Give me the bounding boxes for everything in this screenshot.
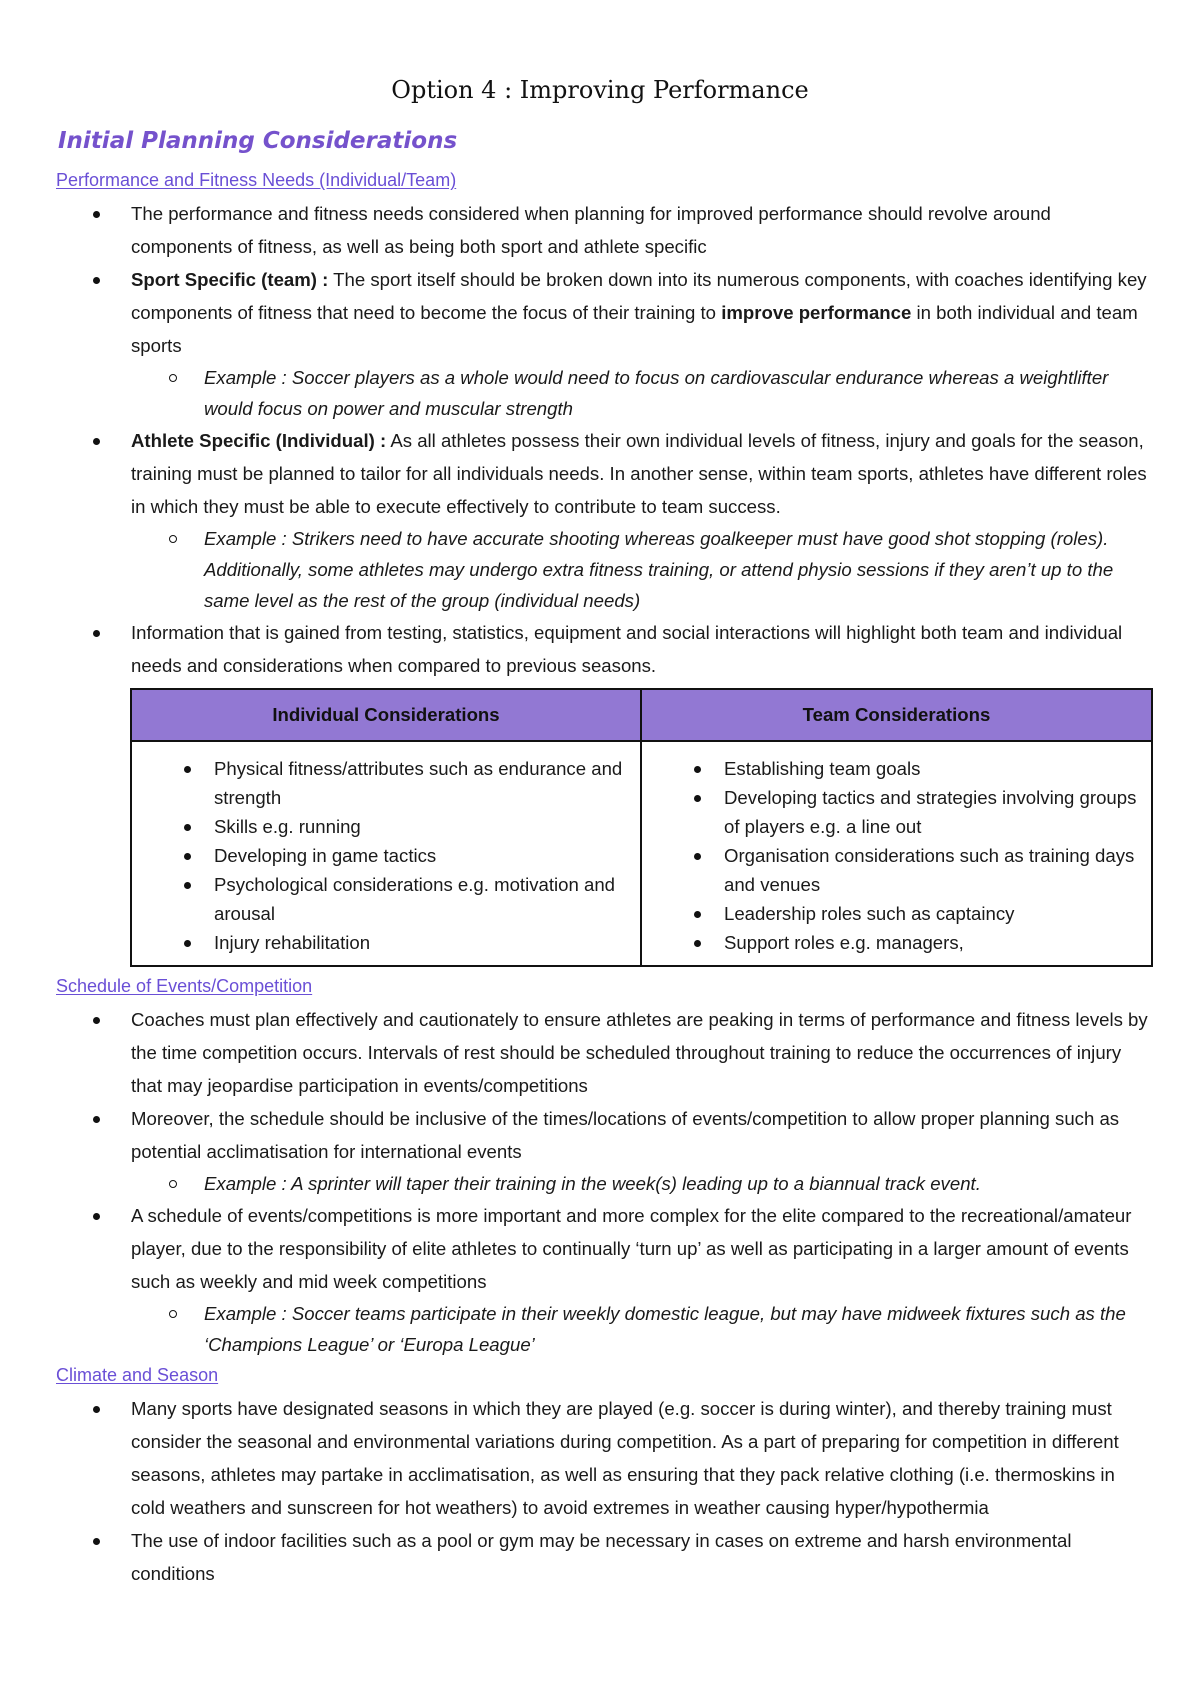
link-climate-season[interactable]: Climate and Season [56,1365,219,1385]
list-item: Developing tactics and strategies involving groups of players e.g. a line out [642,783,1145,841]
individual-list [132,754,634,957]
individual-considerations-cell [131,741,641,966]
example-text: Example : Soccer teams participate in their weekly domestic league, but may have midweek fixtures such as the ‘Champions League’ or ‘Europa League’ [204,1303,1126,1355]
table-header-team: Team Considerations [641,689,1152,741]
section3-bullets [0,1392,1200,1590]
sub-list-item [0,362,1200,424]
sub-list-item [0,1168,1200,1199]
bullet-label-sport-specific: Sport Specific (team) : [131,269,329,290]
bullet-icon [93,277,100,284]
table-row [131,741,1152,966]
bullet-text: Many sports have designated seasons in which they are played (e.g. soccer is during winter), and thereby training must consider the seasonal and environmental variations during competition. As a part of preparing for competition in different seasons, athletes may partake in acclimatisation, as well as ensuring that they pack relative clothing (i.e. thermoskins in cold weathers and sunscreen for hot weathers) to avoid extremes in weather causing hyper/hypothermia [131,1398,1119,1518]
list-item [0,616,1200,682]
bullet-icon [93,630,100,637]
bullet-icon [93,1213,100,1220]
bullet-icon [694,795,701,802]
bullet-icon [184,882,191,889]
list-item: Developing in game tactics [132,841,634,870]
list-item: Establishing team goals [642,754,1145,783]
list-item [0,1524,1200,1590]
bullet-icon [93,211,100,218]
list-item: Physical fitness/attributes such as endurance and strength [132,754,634,812]
list-item: Support roles e.g. managers, [642,928,1145,957]
bullet-icon [184,853,191,860]
example-text: Example : Strikers need to have accurate shooting whereas goalkeeper must have good shot stopping (roles). Additionally, some athletes may undergo extra fitness training, or attend physio sessions if they aren’t up to the same level as the rest of the group (individual needs) [204,528,1114,611]
bullet-text: The performance and fitness needs considered when planning for improved performance should revolve around components of fitness, as well as being both sport and athlete specific [131,203,1051,257]
list-item [0,197,1200,263]
list-item [0,1199,1200,1298]
heading-initial-planning: Initial Planning Considerations [58,128,458,154]
bullet-icon [694,940,701,947]
bullet-icon [694,911,701,918]
team-list [642,754,1145,957]
bullet-icon [93,1406,100,1413]
bullet-text: A schedule of events/competitions is more important and more complex for the elite compared to the recreational/amateur player, due to the responsibility of elite athletes to continually ‘turn up’ as well as participating in a larger amount of events such as weekly and mid week competitions [131,1205,1132,1292]
hollow-bullet-icon [169,1310,177,1318]
team-considerations-cell [641,741,1152,966]
bullet-icon [93,438,100,445]
link-schedule-events[interactable]: Schedule of Events/Competition [56,976,313,996]
sub-list-item [0,1298,1200,1360]
document-title: Option 4 : Improving Performance [391,76,809,104]
bold-phrase: improve performance [721,302,912,323]
bullet-text: in both individual and team sports [131,302,1138,356]
bullet-icon [184,824,191,831]
bullet-icon [184,766,191,773]
section2-bullets [0,1003,1200,1360]
list-item [0,1003,1200,1102]
link-performance-fitness-needs[interactable]: Performance and Fitness Needs (Individual/Team) [56,170,457,190]
bullet-text: Moreover, the schedule should be inclusive of the times/locations of events/competition to allow proper planning such as potential acclimatisation for international events [131,1108,1120,1162]
list-item [0,1392,1200,1524]
bullet-icon [694,853,701,860]
list-item [0,263,1200,362]
section1-bullets [0,197,1200,682]
bullet-icon [93,1017,100,1024]
list-item [0,424,1200,523]
bullet-text: As all athletes possess their own individual levels of fitness, injury and goals for the season, training must be planned to tailor for all individuals needs. In another sense, within team sports, athletes have different roles in which they must be able to execute effectively to contribute to team success. [131,430,1147,517]
bullet-label-athlete-specific: Athlete Specific (Individual) : [131,430,387,451]
list-item: Leadership roles such as captaincy [642,899,1145,928]
table-header-row [131,689,1152,741]
sub-list-item [0,523,1200,616]
bullet-icon [93,1538,100,1545]
list-item: Skills e.g. running [132,812,634,841]
example-text: Example : Soccer players as a whole would need to focus on cardiovascular endurance whereas a weightlifter would focus on power and muscular strength [204,367,1109,419]
hollow-bullet-icon [169,535,177,543]
list-item: Organisation considerations such as training days and venues [642,841,1145,899]
bullet-icon [93,1116,100,1123]
list-item: Injury rehabilitation [132,928,634,957]
list-item: Psychological considerations e.g. motivation and arousal [132,870,634,928]
bullet-text: The use of indoor facilities such as a pool or gym may be necessary in cases on extreme and harsh environmental conditions [131,1530,1072,1584]
table-header-individual: Individual Considerations [131,689,641,741]
list-item [0,1102,1200,1168]
bullet-text: Coaches must plan effectively and cautionately to ensure athletes are peaking in terms of performance and fitness levels by the time competition occurs. Intervals of rest should be scheduled throughout training to reduce the occurrences of injury that may jeopardise participation in events/competitions [131,1009,1148,1096]
bullet-icon [184,940,191,947]
bullet-text: Information that is gained from testing, statistics, equipment and social interactions will highlight both team and individual needs and considerations when compared to previous seasons. [131,622,1123,676]
considerations-table [130,688,1153,967]
hollow-bullet-icon [169,1180,177,1188]
bullet-icon [694,766,701,773]
hollow-bullet-icon [169,374,177,382]
bullet-text: The sport itself should be broken down into its numerous components, with coaches identifying key components of fitness that need to become the focus of their training to [131,269,1147,323]
example-text: Example : A sprinter will taper their training in the week(s) leading up to a biannual track event. [204,1173,981,1194]
